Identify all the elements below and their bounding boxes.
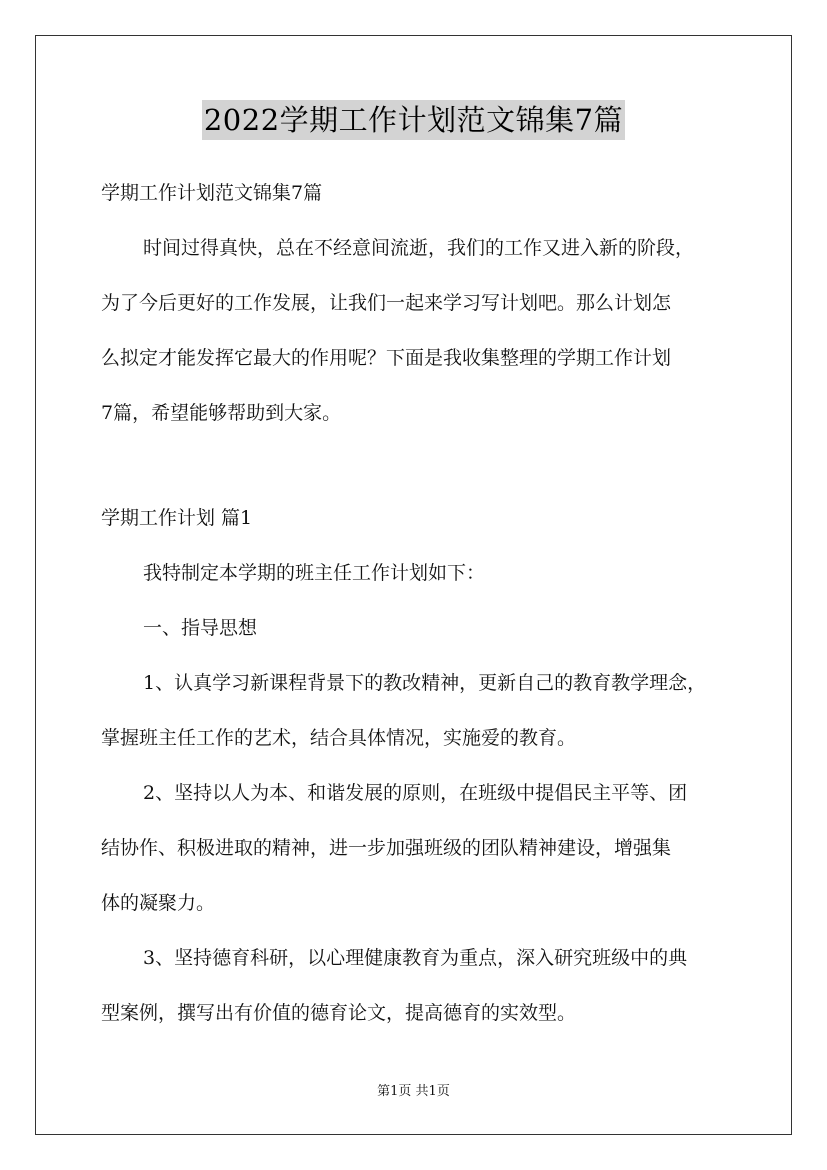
section-lead: 我特制定本学期的班主任工作计划如下： bbox=[143, 562, 486, 584]
intro-line-2: 为了今后更好的工作发展，让我们一起来学习写计划吧。那么计划怎 bbox=[101, 292, 672, 314]
item-3-line-2: 型案例，撰写出有价值的德育论文，提高德育的实效型。 bbox=[101, 1002, 577, 1024]
page-footer: 第1页 共1页 bbox=[377, 1084, 450, 1099]
intro-line-3: 么拟定才能发挥它最大的作用呢？下面是我收集整理的学期工作计划 bbox=[101, 347, 672, 369]
document-title: 2022学期工作计划范文锦集7篇 bbox=[202, 100, 625, 140]
item-3-line-1: 3、坚持德育科研，以心理健康教育为重点，深入研究班级中的典 bbox=[143, 947, 688, 969]
intro-section bbox=[101, 166, 731, 441]
title-wrap bbox=[0, 100, 827, 140]
item-1-line-1: 1、认真学习新课程背景下的教改精神，更新自己的教育教学理念， bbox=[143, 672, 707, 694]
intro-line-1: 时间过得真快，总在不经意间流逝，我们的工作又进入新的阶段， bbox=[143, 237, 695, 259]
item-1-line-2: 掌握班主任工作的艺术，结合具体情况，实施爱的教育。 bbox=[101, 727, 577, 749]
section-sub-heading: 一、指导思想 bbox=[143, 617, 258, 639]
document-subtitle: 学期工作计划范文锦集7篇 bbox=[101, 182, 323, 204]
section-heading: 学期工作计划 篇1 bbox=[101, 507, 253, 529]
section-1 bbox=[101, 491, 731, 1041]
item-2-line-2: 结协作、积极进取的精神，进一步加强班级的团队精神建设，增强集 bbox=[101, 837, 672, 859]
item-2-line-3: 体的凝聚力。 bbox=[101, 892, 216, 914]
item-2-line-1: 2、坚持以人为本、和谐发展的原则，在班级中提倡民主平等、团 bbox=[143, 782, 688, 804]
intro-line-4: 7篇，希望能够帮助到大家。 bbox=[101, 402, 342, 424]
